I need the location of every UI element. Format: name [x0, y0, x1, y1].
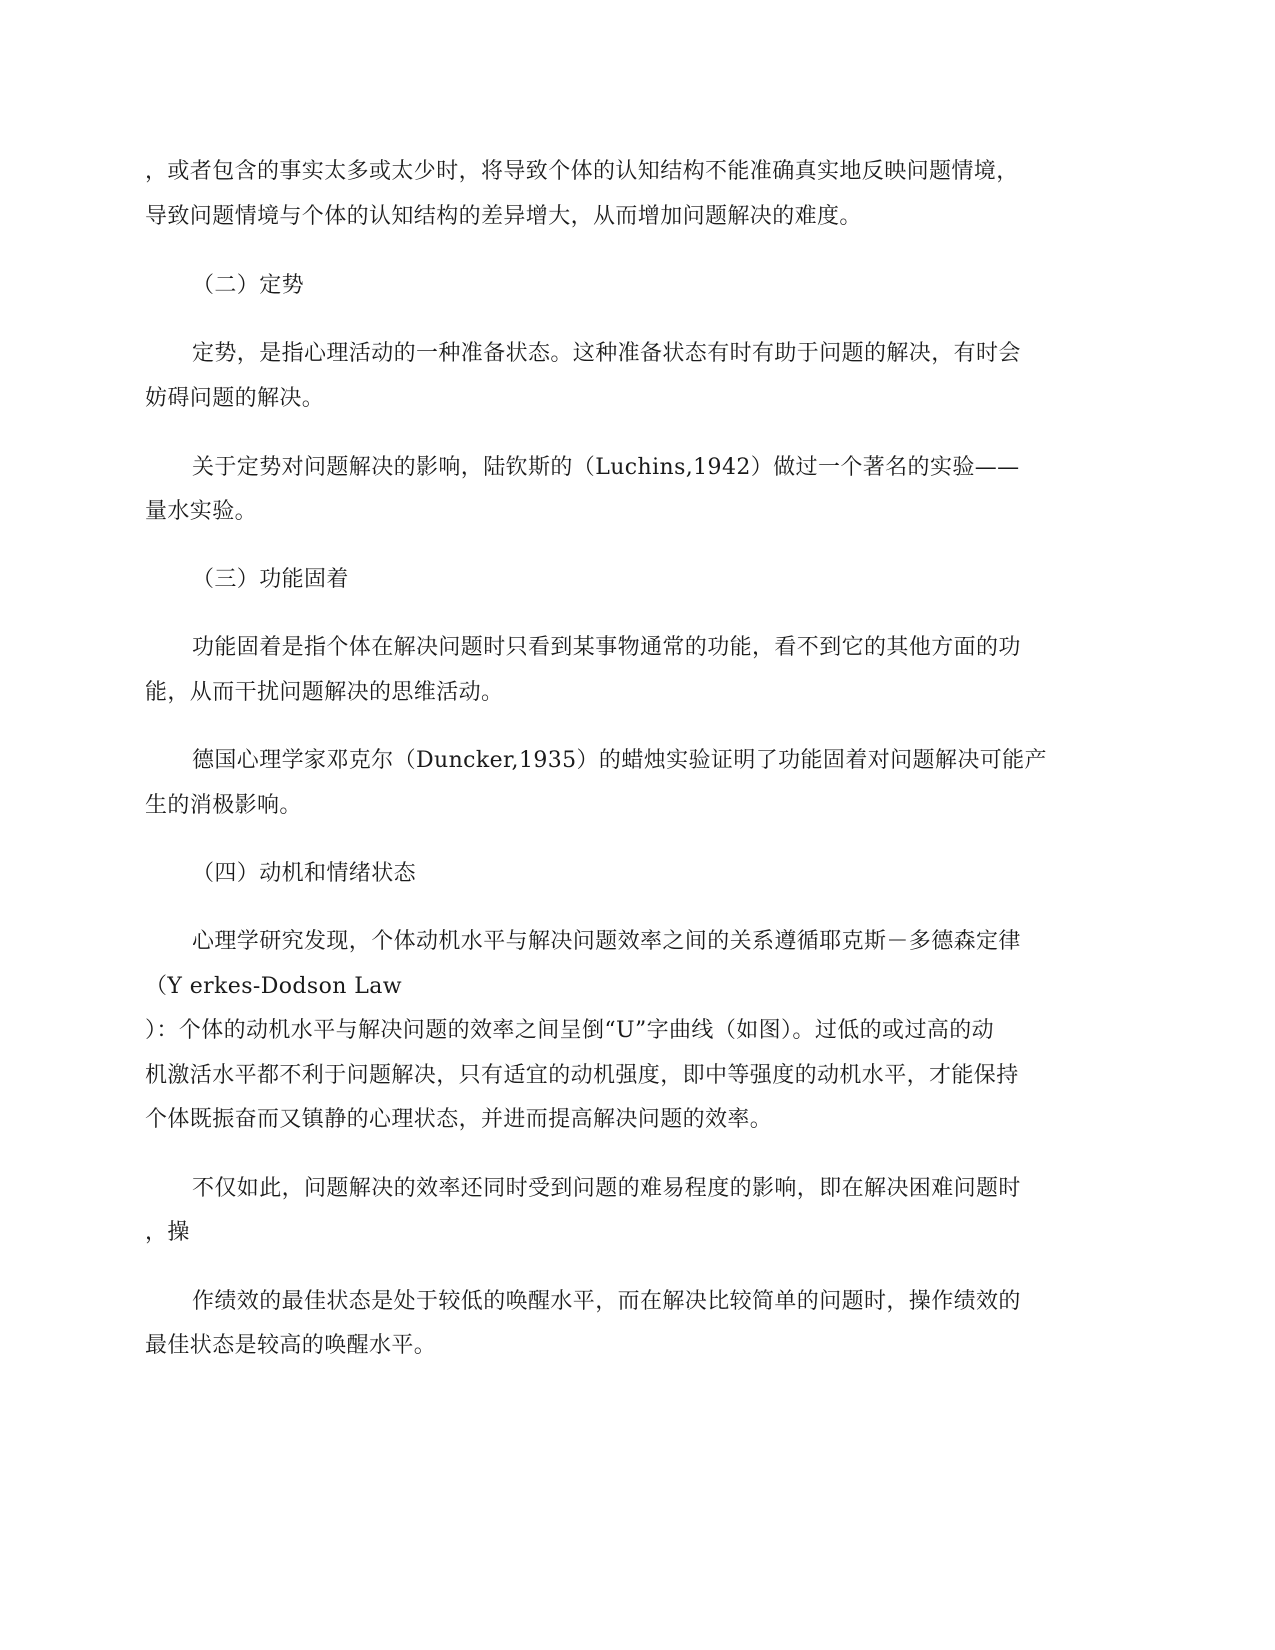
paragraph-line: 妨碍问题的解决。 — [145, 386, 325, 411]
section-heading: （三）功能固着 — [192, 567, 349, 592]
paragraph-line: 机激活水平都不利于问题解决，只有适宜的动机强度，即中等强度的动机水平，才能保持 — [145, 1063, 1019, 1088]
paragraph-line: 定势，是指心理活动的一种准备状态。这种准备状态有时有助于问题的解决，有时会 — [192, 341, 1021, 366]
paragraph-line: ，操 — [145, 1220, 190, 1245]
paragraph-line: 功能固着是指个体在解决问题时只看到某事物通常的功能，看不到它的其他方面的功 — [192, 635, 1021, 660]
paragraph-line: 不仅如此，问题解决的效率还同时受到问题的难易程度的影响，即在解决困难问题时 — [192, 1176, 1021, 1201]
paragraph-line: 导致问题情境与个体的认知结构的差异增大，从而增加问题解决的难度。 — [145, 204, 862, 229]
paragraph-line: ，或者包含的事实太多或太少时，将导致个体的认知结构不能准确真实地反映问题情境， — [145, 159, 1019, 184]
section-heading: （四）动机和情绪状态 — [192, 861, 417, 886]
paragraph-line: 量水实验。 — [145, 499, 258, 524]
paragraph-line: （Y erkes-Dodson Law — [145, 974, 402, 999]
paragraph-line: 作绩效的最佳状态是处于较低的唤醒水平，而在解决比较简单的问题时，操作绩效的 — [192, 1289, 1021, 1314]
paragraph-line: 个体既振奋而又镇静的心理状态，并进而提高解决问题的效率。 — [145, 1107, 773, 1132]
paragraph-line: ）：个体的动机水平与解决问题的效率之间呈倒“U”字曲线（如图）。过低的或过高的动 — [145, 1018, 995, 1043]
section-heading: （二）定势 — [192, 273, 305, 298]
paragraph-line: 生的消极影响。 — [145, 793, 302, 818]
paragraph-line: 能，从而干扰问题解决的思维活动。 — [145, 680, 504, 705]
paragraph-line: 心理学研究发现，个体动机水平与解决问题效率之间的关系遵循耶克斯－多德森定律 — [192, 929, 1021, 954]
paragraph-line: 关于定势对问题解决的影响，陆钦斯的（Luchins,1942）做过一个著名的实验—— — [192, 455, 1020, 480]
paragraph-line: 德国心理学家邓克尔（Duncker,1935）的蜡烛实验证明了功能固着对问题解决可能产 — [192, 748, 1047, 773]
paragraph-line: 最佳状态是较高的唤醒水平。 — [145, 1333, 437, 1358]
